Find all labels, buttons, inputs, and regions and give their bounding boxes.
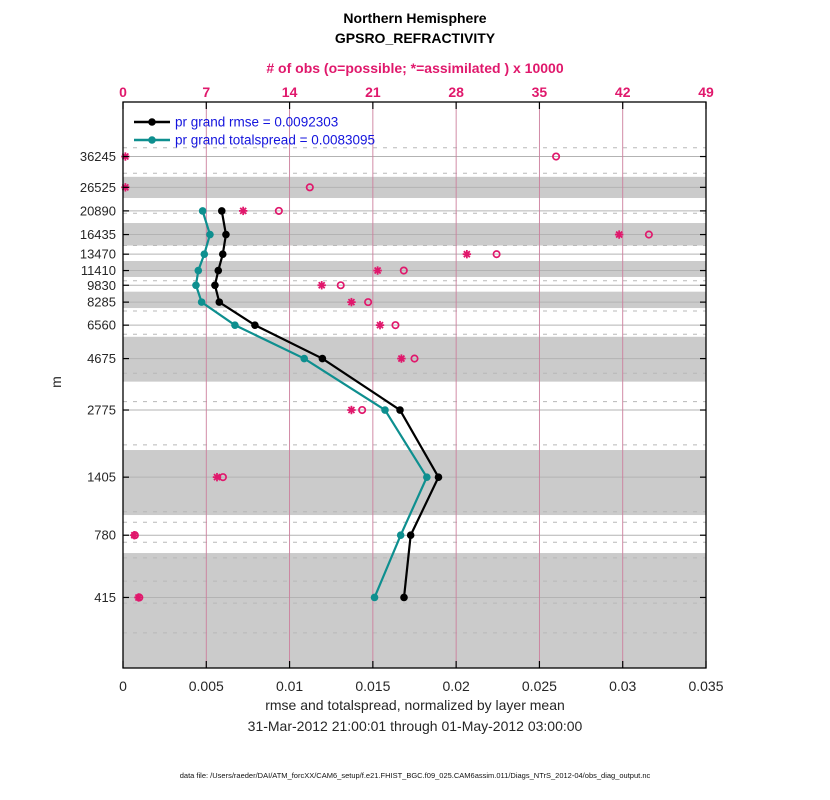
top-axis-tick-label: 21 [365, 84, 381, 100]
bottom-axis-label: rmse and totalspread, normalized by layer mean [265, 697, 565, 713]
bottom-axis-tick-label: 0.03 [609, 678, 637, 694]
totalspread-point [194, 267, 202, 275]
top-axis-tick-label: 14 [281, 84, 298, 100]
assimilated-obs-marker [397, 354, 405, 362]
y-axis-tick-label: 36245 [79, 149, 116, 165]
rmse-point [400, 594, 408, 602]
rmse-point [219, 250, 227, 258]
totalspread-point [199, 207, 207, 215]
top-axis-tick-label: 0 [119, 84, 127, 100]
totalspread-point [231, 321, 239, 329]
totalspread-point [300, 355, 308, 363]
bottom-axis-tick-label: 0 [119, 678, 127, 694]
y-axis-tick-label: 16435 [79, 227, 116, 243]
y-axis-tick-label: 2775 [87, 402, 116, 418]
bottom-axis-tick-label: 0.02 [442, 678, 470, 694]
legend-label-rmse: pr grand rmse = 0.0092303 [175, 114, 339, 130]
legend-label-totalspread: pr grand totalspread = 0.0083095 [175, 132, 376, 148]
rmse-point [214, 267, 222, 275]
totalspread-point [371, 594, 379, 602]
top-axis-tick-label: 28 [448, 84, 464, 100]
shaded-band [124, 553, 706, 668]
rmse-point [211, 281, 219, 289]
y-axis-tick-label: 4675 [87, 351, 116, 367]
top-axis-tick-label: 7 [202, 84, 211, 100]
chart-title: Northern Hemisphere [343, 10, 487, 26]
assimilated-obs-marker [317, 281, 325, 289]
rmse-point [407, 531, 415, 539]
shaded-band [124, 261, 706, 277]
y-axis-tick-label: 780 [94, 527, 116, 543]
assimilated-obs-marker [134, 593, 142, 601]
shaded-band [124, 292, 706, 308]
y-axis-label: m [48, 376, 64, 388]
rmse-point [435, 473, 443, 481]
assimilated-obs-marker [373, 266, 381, 274]
shaded-band [124, 337, 706, 382]
top-axis-tick-label: 35 [531, 84, 548, 100]
legend-marker-rmse [148, 118, 156, 126]
totalspread-point [206, 231, 214, 239]
assimilated-obs-marker [615, 230, 623, 238]
totalspread-point [397, 531, 405, 539]
bottom-axis-tick-label: 0.01 [275, 678, 304, 694]
y-axis-tick-label: 9830 [87, 277, 116, 293]
chart-subtitle: GPSRO_REFRACTIVITY [334, 30, 496, 46]
bottom-axis-tick-label: 0.005 [188, 678, 224, 694]
legend-marker-totalspread [148, 136, 156, 144]
y-axis-tick-label: 415 [94, 589, 116, 605]
top-axis-label: # of obs (o=possible; *=assimilated ) x 10000 [266, 60, 564, 76]
y-axis-tick-label: 11410 [80, 263, 116, 279]
y-axis-tick-label: 13470 [79, 246, 116, 262]
assimilated-obs-marker [347, 298, 355, 306]
rmse-point [251, 321, 259, 329]
totalspread-point [192, 281, 200, 289]
rmse-point [222, 231, 230, 239]
top-axis-tick-label: 49 [698, 84, 714, 100]
rmse-point [396, 406, 404, 414]
assimilated-obs-marker [463, 250, 471, 258]
bottom-axis-tick-label: 0.025 [521, 678, 557, 694]
rmse-point [218, 207, 226, 215]
assimilated-obs-marker [376, 321, 384, 329]
data-file-path: data file: /Users/raeder/DAI/ATM_forcXX/CAM6_setup/f.e21.FHIST_BGC.f09_025.CAM6assim.011/Diags_NTrS_2012-04/obs_diag_output.nc [179, 771, 651, 780]
rmse-point [215, 298, 223, 306]
assimilated-obs-marker [213, 473, 221, 481]
y-axis-tick-label: 8285 [87, 294, 116, 310]
totalspread-point [381, 406, 389, 414]
y-axis-tick-label: 6560 [87, 317, 116, 333]
y-axis-tick-label: 26525 [79, 179, 116, 195]
rmse-point [319, 355, 327, 363]
assimilated-obs-marker [130, 531, 138, 539]
y-axis-tick-label: 1405 [87, 469, 116, 485]
assimilated-obs-marker [239, 207, 247, 215]
top-axis-tick-label: 42 [614, 84, 631, 100]
totalspread-point [423, 473, 431, 481]
assimilated-obs-marker [347, 406, 355, 414]
date-range: 31-Mar-2012 21:00:01 through 01-May-2012 03:00:00 [247, 718, 583, 734]
bottom-axis-tick-label: 0.015 [355, 678, 391, 694]
totalspread-point [200, 250, 208, 258]
totalspread-point [198, 298, 206, 306]
bottom-axis-tick-label: 0.035 [688, 678, 724, 694]
y-axis-tick-label: 20890 [79, 203, 116, 219]
